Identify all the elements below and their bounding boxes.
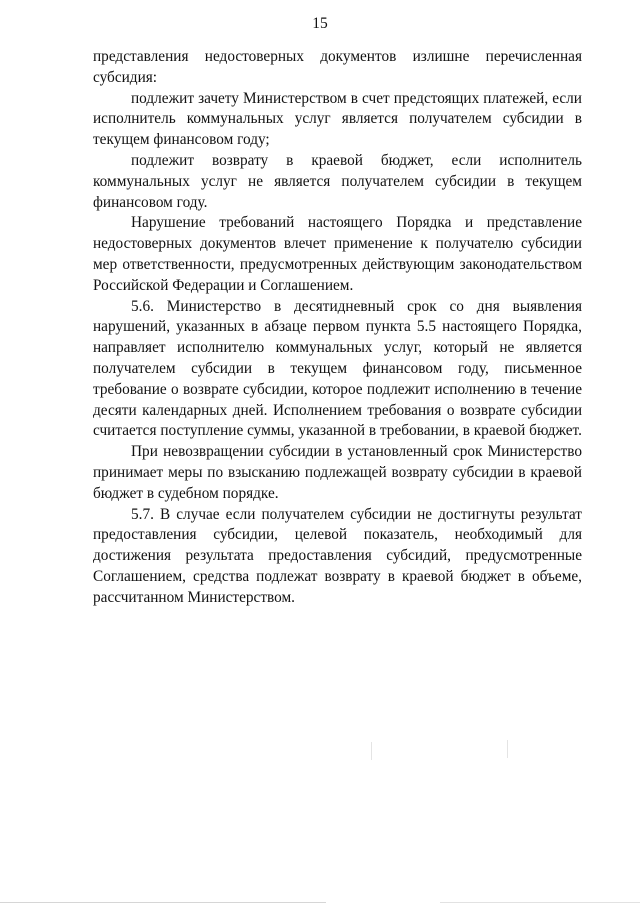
paragraph: представления недостоверных документов излишне перечисленная субсидия: xyxy=(93,48,582,86)
document-body xyxy=(93,47,582,609)
paragraph: 5.7. В случае если получателем субсидии не достигнуты результат предоставления субсидии, целевой показатель, необходимый для достижения результата предоставления субсидий, предусмотренные Соглашением, средства подлежат возврату в краевой бюджет в объеме, рассчитанном Министерством. xyxy=(93,505,582,606)
scan-edge-line xyxy=(0,902,326,903)
paragraph: подлежит возврату в краевой бюджет, если исполнитель коммунальных услуг не является получателем субсидии в текущем финансовом году. xyxy=(93,151,582,211)
paragraph: 5.6. Министерство в десятидневный срок со дня выявления нарушений, указанных в абзаце первом пункта 5.5 настоящего Порядка, направляет исполнителю коммунальных услуг, который не является получателем субсидии в текущем финансовом году, письменное требование о возврате субсидии, которое подлежит исполнению в течение десяти календарных дней. Исполнением требования о возврате субсидии считается поступление суммы, указанной в требовании, в краевой бюджет. xyxy=(93,297,582,440)
page-number: 15 xyxy=(312,15,328,32)
paragraph: При невозвращении субсидии в установленный срок Министерство принимает меры по взысканию подлежащей возврату субсидии в краевой бюджет в судебном порядке. xyxy=(93,443,582,502)
scan-artifact xyxy=(371,742,372,760)
paragraph: подлежит зачету Министерством в счет предстоящих платежей, если исполнитель коммунальных услуг является получателем субсидии в текущем финансовом году; xyxy=(93,89,582,149)
scan-artifact xyxy=(507,740,508,758)
paragraph: Нарушение требований настоящего Порядка и представление недостоверных документов влечет применение к получателю субсидии мер ответственности, предусмотренных действующим законодательством Российской Федерации и Соглашением. xyxy=(93,214,582,294)
scan-edge-line xyxy=(440,902,640,903)
